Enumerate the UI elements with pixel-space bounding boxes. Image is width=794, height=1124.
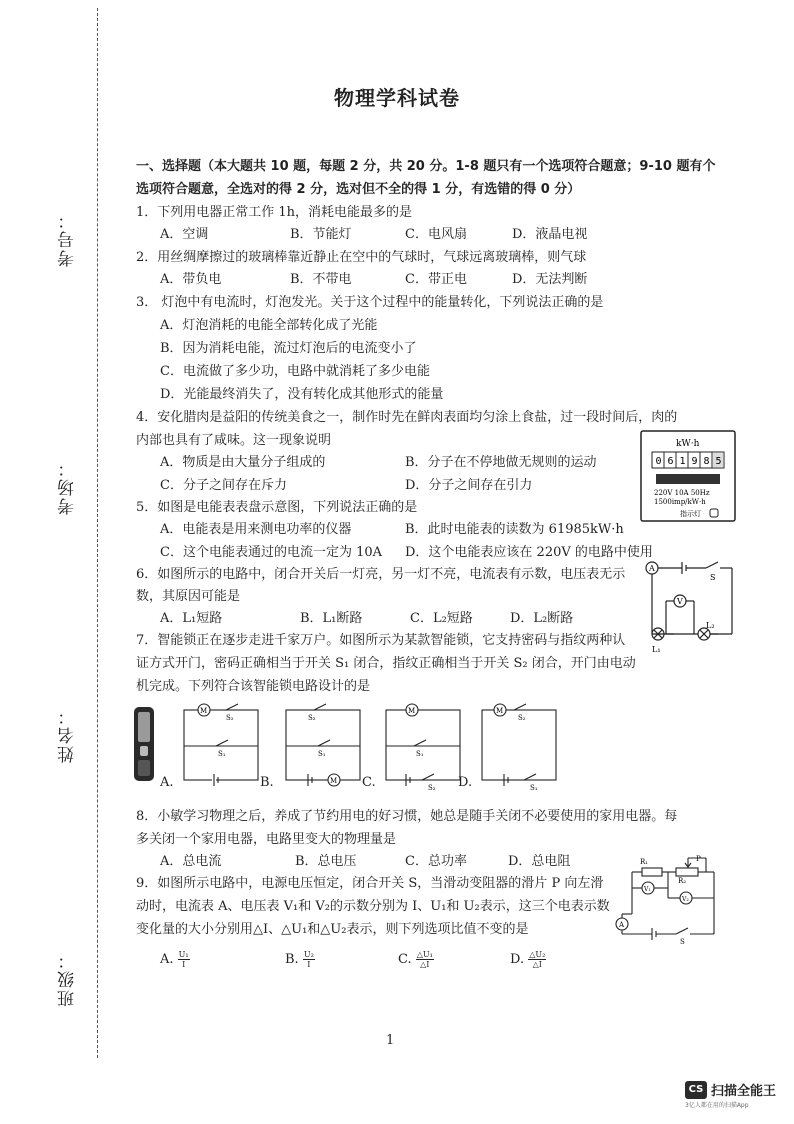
q1-option-c: C．电风扇 [405, 227, 467, 242]
q2-option-d: D．无法判断 [512, 272, 588, 287]
scanner-tagline: 3亿人都在用的扫描App [685, 1102, 749, 1109]
q9-fraction-a: $\frac{\text{U₁}}{I}$ [178, 950, 189, 969]
meter-indicator-label: 指示灯 [680, 510, 701, 518]
binding-margin [0, 0, 110, 1124]
q2-option-b: B．不带电 [290, 272, 352, 287]
class-label: 班级： [58, 950, 78, 1007]
q6-circuit-figure [638, 558, 738, 658]
q6-lamp2-label: L₂ [706, 621, 715, 630]
q7b-motor-label: M [330, 777, 338, 785]
meter-digit: 0 [655, 456, 662, 467]
electricity-meter-figure [640, 430, 736, 522]
q8-stem-line1: 8．小敏学习物理之后，养成了节约用电的好习惯，她总是随手关闭不必要使用的家用电器。每 [136, 809, 678, 824]
q9-option-b: B. $\frac{\text{U₂}}{I}$ [285, 950, 314, 969]
q7b-s1-label: S₁ [318, 750, 326, 758]
q8-option-c: C．总功率 [405, 854, 467, 869]
q5-option-b: B．此时电能表的读数为 61985kW·h [405, 522, 624, 537]
q7d-s2-label: S₂ [518, 714, 526, 722]
q6-switch-label: S [710, 573, 716, 582]
q6-option-d: D．L₂断路 [510, 611, 574, 626]
q9-fraction-d: $\frac{\text{△U₂}}{\triangle I}$ [529, 950, 546, 969]
name-label: 姓名： [58, 706, 78, 763]
q6-option-b: B．L₁断路 [300, 611, 363, 626]
q9-slider-label: P [696, 855, 701, 863]
q9-fraction-c: $\frac{\text{△U₁}}{\triangle I}$ [416, 950, 433, 969]
scanner-logo-icon: CS [685, 1081, 707, 1099]
q9-stem-line1: 9．如图所示电路中，电源电压恒定，闭合开关 S，当滑动变阻器的滑片 P 向左滑 [136, 876, 604, 891]
meter-digit: 6 [667, 456, 674, 467]
q7a-motor-label: M [200, 707, 208, 715]
q7-circuit-b [278, 700, 368, 790]
q7d-s1-label: S₁ [530, 784, 538, 790]
q9-v2-label: V₂ [682, 896, 689, 903]
q1-option-b: B．节能灯 [290, 227, 352, 242]
binding-line [97, 8, 98, 1058]
meter-digit: 5 [715, 456, 722, 467]
q1-stem: 1．下列用电器正常工作 1h，消耗电能最多的是 [136, 205, 413, 220]
q1-option-a: A．空调 [160, 227, 209, 242]
q9-circuit-figure [612, 852, 722, 944]
meter-spec-1: 220V 10A 50Hz [654, 489, 710, 497]
q6-lamp1-label: L₁ [652, 645, 661, 654]
q4-option-d: D．分子之间存在引力 [405, 478, 533, 493]
meter-digit: 1 [679, 456, 686, 467]
q6-ammeter-label: A [649, 564, 655, 573]
q7-circuit-d [474, 700, 564, 790]
q7-option-c: C. [362, 775, 376, 790]
q6-voltmeter-label: V [677, 597, 683, 606]
exam-number-label: 考号： [58, 210, 78, 267]
section-header-line1: 一、选择题（本大题共 10 题，每题 2 分，共 20 分。1-8 题只有一个选项符合题意；9-10 题有个 [136, 159, 716, 174]
q4-option-b: B．分子在不停地做无规则的运动 [405, 455, 597, 470]
q3-option-c: C．电流做了多少功，电路中就消耗了多少电能 [160, 364, 430, 379]
q7-option-d: D. [458, 775, 473, 790]
q6-option-a: A．L₁短路 [160, 611, 223, 626]
q9-stem-line3: 变化量的大小分别用△I、△U₁和△U₂表示，则下列选项比值不变的是 [136, 922, 529, 937]
q9-switch-label: S [680, 938, 685, 944]
q5-option-d: D．这个电能表应该在 220V 的电路中使用 [405, 545, 653, 560]
q2-option-a: A．带负电 [160, 272, 222, 287]
q9-r2-label: R₂ [678, 877, 687, 885]
q4-stem-line1: 4．安化腊肉是益阳的传统美食之一，制作时先在鲜肉表面均匀涂上食盐，过一段时间后，肉的 [136, 410, 678, 425]
q9-option-c: C. $\frac{\text{△U₁}}{\triangle I}$ [398, 950, 433, 969]
q7a-s1-label: S₁ [218, 750, 226, 758]
q7c-s2-label: S₂ [428, 784, 436, 790]
q4-option-a: A．物质是由大量分子组成的 [160, 455, 326, 470]
q3-option-b: B．因为消耗电能，流过灯泡后的电流变小了 [160, 341, 417, 356]
q5-option-a: A．电能表是用来测电功率的仪器 [160, 522, 352, 537]
q8-option-d: D．总电阻 [508, 854, 571, 869]
exam-room-label: 考场： [58, 458, 78, 515]
q7-option-a: A. [160, 775, 174, 790]
q9-stem-line2: 动时，电流表 A、电压表 V₁和 V₂的示数分别为 I、U₁和 U₂表示，这三个电表示数 [136, 899, 610, 914]
smart-lock-image [132, 706, 156, 782]
q5-option-c: C．这个电能表通过的电流一定为 10A [160, 545, 383, 560]
q5-stem: 5．如图是电能表表盘示意图，下列说法正确的是 [136, 500, 418, 515]
q8-option-a: A．总电流 [160, 854, 222, 869]
q6-stem-line2: 数，其原因可能是 [136, 589, 241, 604]
q7-stem-line2: 证方式开门，密码正确相当于开关 S₁ 闭合，指纹正确相当于开关 S₂ 闭合，开门由电动 [136, 656, 636, 671]
q9-v1-label: V₁ [644, 886, 651, 893]
meter-spec-2: 1500imp/kW·h [654, 498, 706, 506]
q3-option-d: D．光能最终消失了，没有转化成其他形式的能量 [160, 387, 444, 402]
q7b-s2-label: S₂ [308, 714, 316, 722]
q9-r1-label: R₁ [640, 858, 649, 866]
q8-stem-line2: 多关闭一个家用电器，电路里变大的物理量是 [136, 832, 397, 847]
q7-stem-line3: 机完成。下列符合该智能锁电路设计的是 [136, 679, 371, 694]
scanner-watermark [685, 1080, 776, 1109]
meter-digit: 9 [691, 456, 698, 467]
q7c-motor-label: M [408, 707, 416, 715]
q6-stem-line1: 6．如图所示的电路中，闭合开关后一灯亮，另一灯不亮，电流表有示数，电压表无示 [136, 567, 626, 582]
q7-stem-line1: 7．智能锁正在逐步走进千家万户。如图所示为某款智能锁，它支持密码与指纹两种认 [136, 633, 626, 648]
q3-option-a: A．灯泡消耗的电能全部转化成了光能 [160, 318, 378, 333]
q8-option-b: B．总电压 [295, 854, 357, 869]
q7c-s1-label: S₁ [416, 750, 424, 758]
q9-ammeter-label: A [619, 921, 625, 929]
q7d-motor-label: M [496, 707, 504, 715]
q3-stem: 3． 灯泡中有电流时，灯泡发光。关于这个过程中的能量转化，下列说法正确的是 [136, 295, 604, 310]
q9-option-a: A. $\frac{\text{U₁}}{I}$ [160, 950, 189, 969]
q9-fraction-b: $\frac{\text{U₂}}{I}$ [303, 950, 314, 969]
q2-option-c: C．带正电 [405, 272, 467, 287]
section-header-line2: 选项符合题意，全选对的得 2 分，选对但不全的得 1 分，有选错的得 0 分） [136, 182, 581, 197]
meter-digit: 8 [703, 456, 710, 467]
q2-stem: 2．用丝绸摩擦过的玻璃棒靠近静止在空中的气球时，气球远离玻璃棒，则气球 [136, 250, 587, 265]
q6-option-c: C．L₂短路 [410, 611, 473, 626]
meter-unit: kW·h [676, 439, 700, 449]
q9-option-d: D. $\frac{\text{△U₂}}{\triangle I}$ [510, 950, 546, 969]
q7-circuit-a [176, 700, 266, 790]
q1-option-d: D．液晶电视 [512, 227, 588, 242]
q7a-s2-label: S₂ [226, 714, 234, 722]
q4-option-c: C．分子之间存在斥力 [160, 478, 287, 493]
page-title: 物理学科试卷 [334, 86, 460, 110]
q7-circuit-c [378, 700, 468, 790]
page-number: 1 [386, 1033, 395, 1048]
q4-stem-line2: 内部也具有了咸味。这一现象说明 [136, 433, 332, 448]
q7-option-b: B. [260, 775, 274, 790]
scanner-name: 扫描全能王 [711, 1084, 777, 1099]
